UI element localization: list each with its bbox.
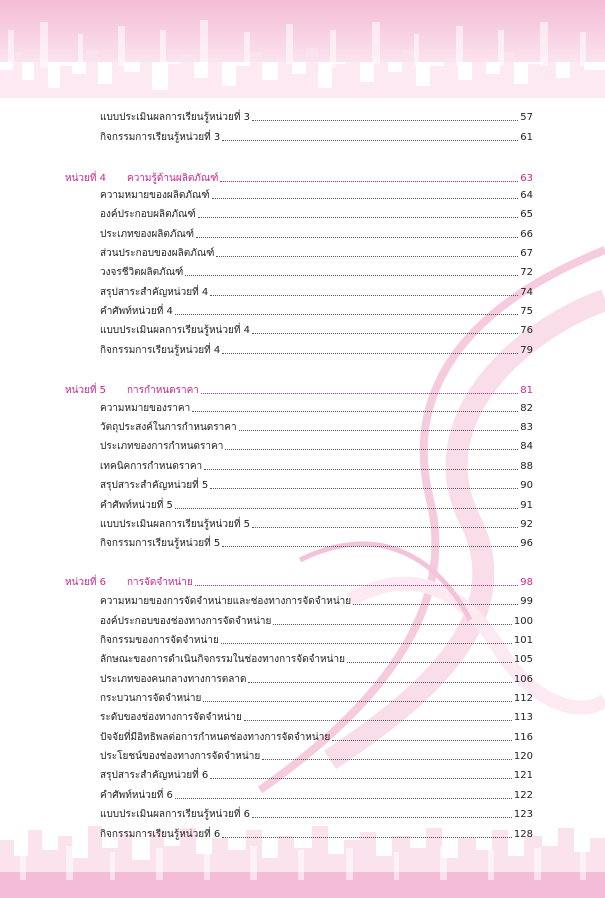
toc-item-page: 116: [513, 732, 533, 743]
toc-item-page: 79: [520, 345, 533, 356]
leader-dots: [210, 778, 512, 779]
leader-dots: [185, 275, 518, 276]
leader-dots: [210, 488, 518, 489]
toc-item[interactable]: [100, 283, 533, 299]
unit-title: การกำหนดราคา: [127, 385, 199, 396]
toc-item-page: 65: [520, 209, 533, 220]
toc-item-page: 90: [520, 480, 533, 491]
toc-item-page: 91: [520, 500, 533, 511]
leader-dots: [252, 333, 518, 334]
toc-item[interactable]: [100, 321, 533, 337]
toc-item[interactable]: [100, 766, 533, 782]
toc-item[interactable]: [100, 631, 533, 647]
toc-item-page: 101: [513, 635, 533, 646]
toc-item-page: 120: [513, 751, 533, 762]
unit-number: หน่วยที่ 6: [65, 577, 107, 588]
leader-dots: [204, 469, 518, 470]
toc-item[interactable]: [100, 786, 533, 802]
toc-item-label: คำศัพท์หน่วยที่ 6: [100, 790, 173, 801]
unit-number: หน่วยที่ 5: [65, 385, 107, 396]
toc-item[interactable]: [100, 805, 533, 821]
toc-item-page: 123: [513, 809, 533, 820]
toc-item-label: เทคนิคการกำหนดราคา: [100, 461, 203, 472]
leader-dots: [212, 198, 519, 199]
toc-item[interactable]: [100, 186, 533, 202]
toc-item[interactable]: [100, 399, 533, 415]
toc-item-label: กิจกรรมการเรียนรู้หน่วยที่ 6: [100, 829, 221, 840]
toc-item[interactable]: [100, 263, 533, 279]
toc-item-page: 113: [513, 712, 533, 723]
leader-dots: [175, 798, 512, 799]
toc-item[interactable]: [100, 496, 533, 512]
unit-page: 81: [520, 385, 533, 396]
toc-item-label: กิจกรรมการเรียนรู้หน่วยที่ 5: [100, 538, 221, 549]
leader-dots: [347, 662, 512, 663]
leader-dots: [195, 585, 518, 586]
leader-dots: [175, 508, 518, 509]
toc-item-page: 72: [520, 267, 533, 278]
leader-dots: [222, 140, 518, 141]
leader-dots: [353, 604, 518, 605]
toc-item[interactable]: [100, 225, 533, 241]
leader-dots: [332, 740, 512, 741]
toc-item-page: 67: [520, 248, 533, 259]
toc-item-page: 64: [520, 190, 533, 201]
leader-dots: [201, 393, 518, 394]
toc-item-page: 57: [520, 112, 533, 123]
leader-dots: [252, 120, 518, 121]
toc-item[interactable]: [100, 302, 533, 318]
toc-item[interactable]: [100, 457, 533, 473]
toc-item[interactable]: [100, 108, 533, 124]
toc-item[interactable]: [100, 341, 533, 357]
leader-dots: [252, 817, 512, 818]
leader-dots: [239, 430, 519, 431]
toc-item-label: องค์ประกอบของช่องทางการจัดจำหน่าย: [100, 616, 272, 627]
toc-item-page: 121: [513, 770, 533, 781]
toc-item-page: 76: [520, 325, 533, 336]
toc-item-page: 83: [520, 422, 533, 433]
leader-dots: [203, 701, 512, 702]
toc-item-page: 88: [520, 461, 533, 472]
toc-item-page: 75: [520, 306, 533, 317]
toc-item-label: องค์ประกอบผลิตภัณฑ์: [100, 209, 196, 220]
toc-item-label: ความหมายของผลิตภัณฑ์: [100, 190, 210, 201]
toc-item-label: วัตถุประสงค์ในการกำหนดราคา: [100, 422, 237, 433]
toc-item-page: 128: [513, 829, 533, 840]
toc-item[interactable]: [100, 747, 533, 763]
toc-unit-heading[interactable]: [65, 573, 533, 589]
toc-item-label: กิจกรรมการเรียนรู้หน่วยที่ 3: [100, 132, 221, 143]
toc-item-label: กระบวนการจัดจำหน่าย: [100, 693, 202, 704]
toc-item[interactable]: [100, 244, 533, 260]
leader-dots: [244, 720, 512, 721]
toc-item-page: 82: [520, 403, 533, 414]
leader-dots: [196, 237, 518, 238]
toc-item[interactable]: [100, 612, 533, 628]
unit-page: 63: [520, 173, 533, 184]
leader-dots: [248, 682, 511, 683]
toc-item[interactable]: [100, 205, 533, 221]
toc-item-page: 84: [520, 441, 533, 452]
leader-dots: [175, 314, 518, 315]
toc-item[interactable]: [100, 825, 533, 841]
unit-title: ความรู้ด้านผลิตภัณฑ์: [127, 173, 219, 184]
leader-dots: [222, 353, 518, 354]
toc-item-label: คำศัพท์หน่วยที่ 4: [100, 306, 173, 317]
toc-item-label: ระดับของช่องทางการจัดจำหน่าย: [100, 712, 242, 723]
toc-item-label: ประโยชน์ของช่องทางการจัดจำหน่าย: [100, 751, 261, 762]
toc-item[interactable]: [100, 418, 533, 434]
toc-item[interactable]: [100, 708, 533, 724]
leader-dots: [222, 837, 512, 838]
leader-dots: [192, 411, 518, 412]
toc-item[interactable]: [100, 728, 533, 744]
toc-item-page: 92: [520, 519, 533, 530]
toc-item-page: 106: [513, 674, 533, 685]
unit-page: 98: [520, 577, 533, 588]
toc-item[interactable]: [100, 670, 533, 686]
toc-item[interactable]: [100, 437, 533, 453]
unit-number: หน่วยที่ 4: [65, 173, 107, 184]
toc-item[interactable]: [100, 534, 533, 550]
leader-dots: [210, 295, 518, 296]
toc-item-page: 96: [520, 538, 533, 549]
toc-item-page: 122: [513, 790, 533, 801]
toc-item[interactable]: [100, 128, 533, 144]
toc-item-label: ประเภทของผลิตภัณฑ์: [100, 229, 195, 240]
toc-item-label: แบบประเมินผลการเรียนรู้หน่วยที่ 5: [100, 519, 250, 530]
toc-item-label: สรุปสาระสำคัญหน่วยที่ 6: [100, 770, 209, 781]
toc-item-label: สรุปสาระสำคัญหน่วยที่ 5: [100, 480, 209, 491]
toc-item-label: กิจกรรมการเรียนรู้หน่วยที่ 4: [100, 345, 221, 356]
leader-dots: [225, 449, 518, 450]
toc-item-label: ประเภทของการกำหนดราคา: [100, 441, 224, 452]
toc-item[interactable]: [100, 689, 533, 705]
leader-dots: [221, 643, 512, 644]
leader-dots: [262, 759, 512, 760]
toc-item-label: สรุปสาระสำคัญหน่วยที่ 4: [100, 287, 209, 298]
toc-item-label: กิจกรรมของการจัดจำหน่าย: [100, 635, 219, 646]
toc-item-label: แบบประเมินผลการเรียนรู้หน่วยที่ 6: [100, 809, 250, 820]
toc-unit-heading[interactable]: [65, 169, 533, 185]
toc-item-label: ความหมายของราคา: [100, 403, 191, 414]
toc-item-label: แบบประเมินผลการเรียนรู้หน่วยที่ 4: [100, 325, 250, 336]
toc-item-page: 61: [520, 132, 533, 143]
toc-item-label: ประเภทของคนกลางทางการตลาด: [100, 674, 247, 685]
toc-item-page: 99: [520, 596, 533, 607]
toc-item-label: ลักษณะของการดำเนินกิจกรรมในช่องทางการจัดจำหน่าย: [100, 654, 345, 665]
leader-dots: [222, 546, 518, 547]
leader-dots: [216, 256, 518, 257]
toc-item[interactable]: [100, 476, 533, 492]
leader-dots: [220, 181, 518, 182]
toc-item-page: 66: [520, 229, 533, 240]
toc-item-label: วงจรชีวิตผลิตภัณฑ์: [100, 267, 184, 278]
toc-item-page: 100: [513, 616, 533, 627]
toc-item-label: ส่วนประกอบของผลิตภัณฑ์: [100, 248, 215, 259]
toc-item-label: คำศัพท์หน่วยที่ 5: [100, 500, 173, 511]
toc-item-page: 74: [520, 287, 533, 298]
leader-dots: [273, 624, 512, 625]
toc-item[interactable]: [100, 515, 533, 531]
toc-item-label: ปัจจัยที่มีอิทธิพลต่อการกำหนดช่องทางการจัดจำหน่าย: [100, 732, 331, 743]
leader-dots: [252, 527, 518, 528]
toc-item-page: 105: [513, 654, 533, 665]
toc-item[interactable]: [100, 592, 533, 608]
toc-item-label: ความหมายของการจัดจำหน่ายและช่องทางการจัดจำหน่าย: [100, 596, 352, 607]
toc-unit-heading[interactable]: [65, 381, 533, 397]
toc-item[interactable]: [100, 650, 533, 666]
toc-item-page: 112: [513, 693, 533, 704]
leader-dots: [198, 217, 519, 218]
unit-title: การจัดจำหน่าย: [127, 577, 193, 588]
toc-item-label: แบบประเมินผลการเรียนรู้หน่วยที่ 3: [100, 112, 250, 123]
